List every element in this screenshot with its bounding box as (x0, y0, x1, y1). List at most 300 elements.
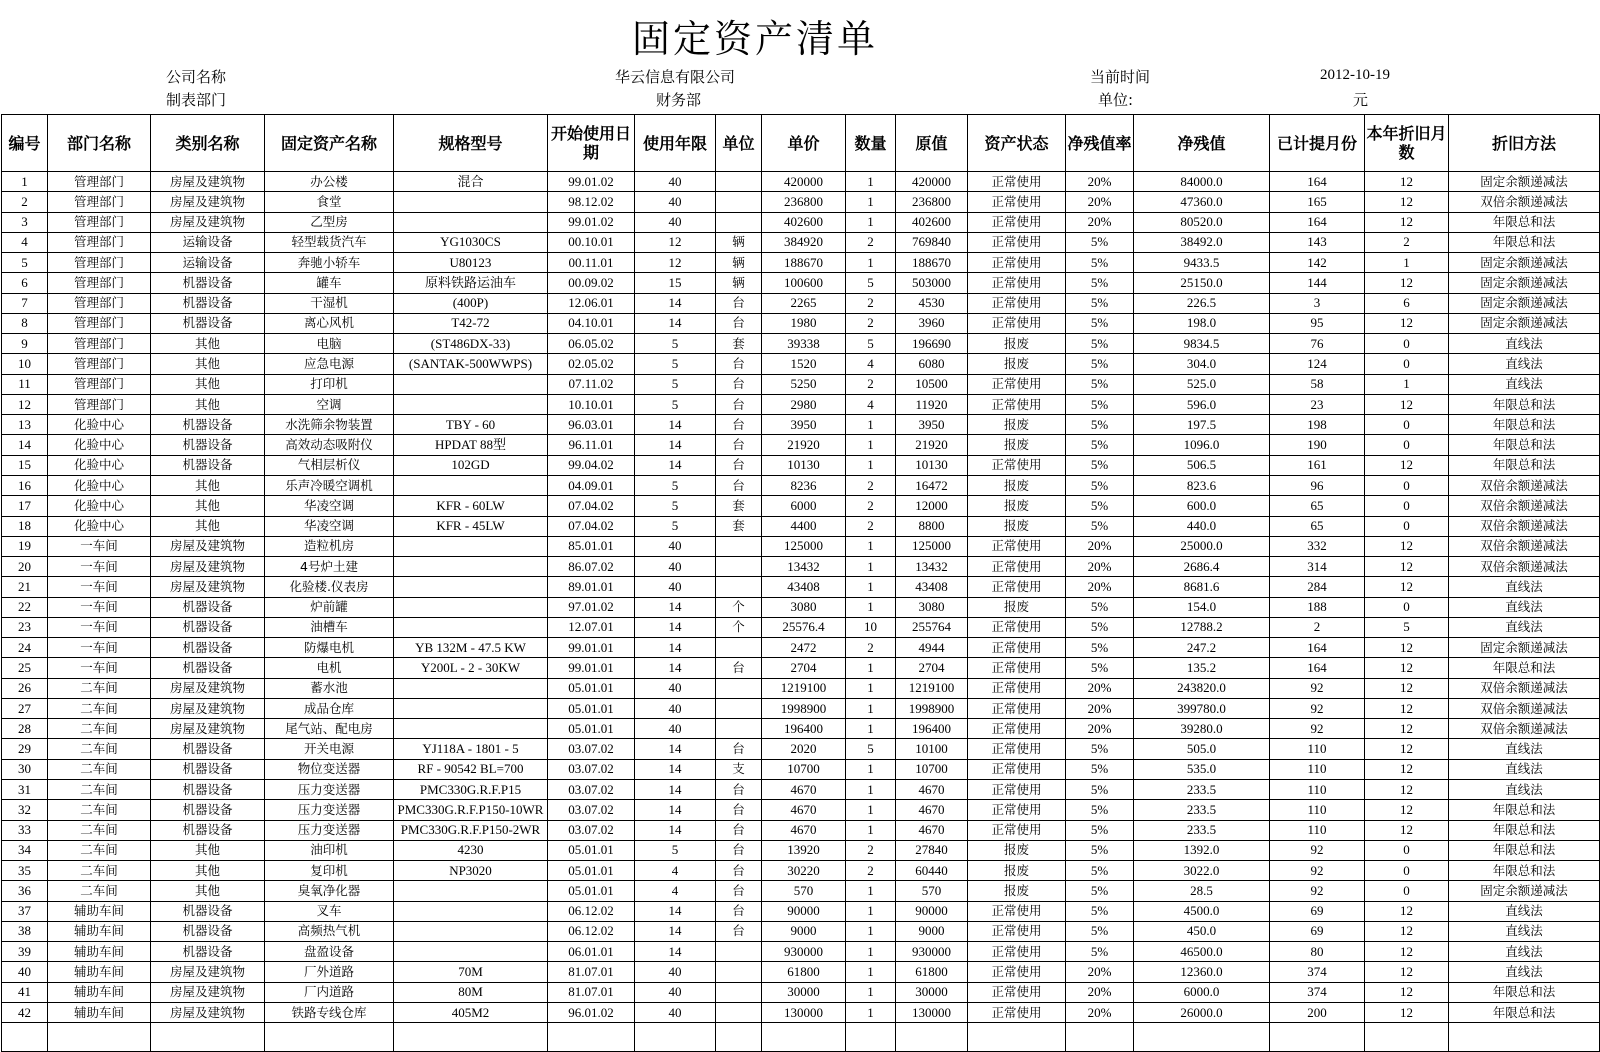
table-cell: 12 (1365, 658, 1449, 678)
table-cell: 台 (716, 293, 762, 313)
table-cell: 1 (846, 192, 896, 212)
table-cell: 报废 (968, 435, 1066, 455)
table-cell: 年限总和法 (1449, 800, 1600, 820)
table-cell: 其他 (151, 394, 265, 414)
table-cell: 化验中心 (48, 435, 151, 455)
table-cell: 233.5 (1134, 820, 1270, 840)
table-cell: 5% (1066, 800, 1134, 820)
table-cell: 86.07.02 (548, 557, 635, 577)
table-cell: 00.11.01 (548, 253, 635, 273)
table-cell: 12 (1365, 779, 1449, 799)
table-cell: 255764 (896, 617, 968, 637)
table-cell: YB 132M - 47.5 KW (394, 638, 548, 658)
table-cell: 2704 (762, 658, 846, 678)
table-cell: 0 (1365, 516, 1449, 536)
empty-cell (1270, 1023, 1365, 1052)
table-cell: 13 (2, 415, 48, 435)
table-cell: 运输设备 (151, 232, 265, 252)
table-cell: 40 (635, 962, 716, 982)
table-cell: 92 (1270, 678, 1365, 698)
table-cell: 台 (716, 901, 762, 921)
table-cell: 1 (846, 698, 896, 718)
table-cell (394, 881, 548, 901)
table-cell: 直线法 (1449, 334, 1600, 354)
column-header: 编号 (2, 115, 48, 172)
table-cell: 2 (1270, 617, 1365, 637)
table-cell: 5% (1066, 658, 1134, 678)
table-row (2, 212, 1600, 232)
table-cell: 正常使用 (968, 698, 1066, 718)
table-cell: 161 (1270, 455, 1365, 475)
date-label: 当前时间 (1090, 68, 1151, 86)
table-cell: 机器设备 (151, 800, 265, 820)
table-cell: 18 (2, 516, 48, 536)
table-cell: 管理部门 (48, 374, 151, 394)
table-cell: 厂内道路 (265, 982, 394, 1002)
table-cell: 14 (635, 759, 716, 779)
table-cell: 机器设备 (151, 597, 265, 617)
table-cell: 混合 (394, 172, 548, 192)
table-cell: 化验中心 (48, 516, 151, 536)
table-cell: 轻型载货汽车 (265, 232, 394, 252)
table-cell: 年限总和法 (1449, 394, 1600, 414)
table-cell: 27840 (896, 840, 968, 860)
table-cell: 其他 (151, 840, 265, 860)
table-cell: 12 (1365, 394, 1449, 414)
table-cell: 233.5 (1134, 800, 1270, 820)
table-cell: 台 (716, 354, 762, 374)
table-cell: 1520 (762, 354, 846, 374)
table-cell: 40 (635, 172, 716, 192)
table-cell: 6000 (762, 496, 846, 516)
table-cell: 27 (2, 698, 48, 718)
table-cell: YG1030CS (394, 232, 548, 252)
table-cell: 机器设备 (151, 901, 265, 921)
table-cell: 6000.0 (1134, 982, 1270, 1002)
table-cell: 92 (1270, 840, 1365, 860)
table-cell: 89.01.01 (548, 577, 635, 597)
table-cell: 188670 (896, 253, 968, 273)
table-cell: 420000 (762, 172, 846, 192)
table-cell: 05.01.01 (548, 861, 635, 881)
table-cell: 90000 (896, 901, 968, 921)
column-header: 净残值 (1134, 115, 1270, 172)
table-cell: 374 (1270, 962, 1365, 982)
table-cell: 5% (1066, 394, 1134, 414)
table-cell: 应急电源 (265, 354, 394, 374)
table-cell: 14 (635, 617, 716, 637)
table-cell: 102GD (394, 455, 548, 475)
table-cell: 电脑 (265, 334, 394, 354)
table-cell: 正常使用 (968, 820, 1066, 840)
table-cell: 2980 (762, 394, 846, 414)
table-cell: 1 (846, 597, 896, 617)
table-cell (716, 982, 762, 1002)
table-cell: 华凌空调 (265, 496, 394, 516)
table-cell: 机器设备 (151, 273, 265, 293)
table-cell: 5 (635, 516, 716, 536)
table-cell: 双倍余额递减法 (1449, 536, 1600, 556)
table-row (2, 698, 1600, 718)
table-cell: 4670 (762, 800, 846, 820)
table-cell: 17 (2, 496, 48, 516)
table-cell: 41 (2, 982, 48, 1002)
table-cell: 12 (1365, 962, 1449, 982)
table-cell: 台 (716, 455, 762, 475)
table-cell: 其他 (151, 475, 265, 495)
table-cell: 乐声冷暖空调机 (265, 475, 394, 495)
table-cell: 正常使用 (968, 192, 1066, 212)
table-cell: 5 (635, 374, 716, 394)
table-cell: PMC330G.R.F.P150-2WR (394, 820, 548, 840)
table-cell: 402600 (896, 212, 968, 232)
table-cell: 管理部门 (48, 334, 151, 354)
empty-cell (548, 1023, 635, 1052)
table-cell: 报废 (968, 496, 1066, 516)
table-cell (394, 921, 548, 941)
table-cell: 165 (1270, 192, 1365, 212)
table-cell: 5% (1066, 273, 1134, 293)
table-cell: 12.07.01 (548, 617, 635, 637)
table-cell: 化验中心 (48, 475, 151, 495)
table-row (2, 658, 1600, 678)
table-cell: 0 (1365, 840, 1449, 860)
table-row (2, 1002, 1600, 1022)
table-cell: 直线法 (1449, 759, 1600, 779)
table-cell: 12 (1365, 678, 1449, 698)
table-cell: 电机 (265, 658, 394, 678)
table-cell: 58 (1270, 374, 1365, 394)
table-cell: 130000 (762, 1002, 846, 1022)
table-cell: 管理部门 (48, 253, 151, 273)
table-cell: 37 (2, 901, 48, 921)
table-cell: 14 (635, 739, 716, 759)
table-cell: 报废 (968, 861, 1066, 881)
table-cell: 25000.0 (1134, 536, 1270, 556)
table-cell: 81.07.01 (548, 962, 635, 982)
empty-cell (1365, 1023, 1449, 1052)
table-cell: 84000.0 (1134, 172, 1270, 192)
table-cell: 二车间 (48, 739, 151, 759)
table-cell: 110 (1270, 739, 1365, 759)
table-cell: 1 (1365, 253, 1449, 273)
table-cell: 06.12.02 (548, 921, 635, 941)
table-cell: 4670 (896, 820, 968, 840)
table-cell: 00.10.01 (548, 232, 635, 252)
table-cell: 110 (1270, 820, 1365, 840)
table-cell: 奔驰小轿车 (265, 253, 394, 273)
table-cell: 炉前罐 (265, 597, 394, 617)
table-cell: 罐车 (265, 273, 394, 293)
table-row (2, 840, 1600, 860)
table-cell: 一车间 (48, 536, 151, 556)
table-cell: 20% (1066, 577, 1134, 597)
table-row (2, 962, 1600, 982)
table-cell: RF - 90542 BL=700 (394, 759, 548, 779)
table-cell: 正常使用 (968, 921, 1066, 941)
table-cell: 正常使用 (968, 982, 1066, 1002)
table-cell (394, 394, 548, 414)
table-row (2, 881, 1600, 901)
table-cell: 95 (1270, 313, 1365, 333)
table-cell: 辆 (716, 273, 762, 293)
empty-cell (1134, 1023, 1270, 1052)
table-cell: 14 (2, 435, 48, 455)
table-cell: 高效动态吸附仪 (265, 435, 394, 455)
table-cell: 台 (716, 779, 762, 799)
table-cell: 930000 (762, 942, 846, 962)
company-value: 华云信息有限公司 (615, 68, 736, 86)
table-cell: 196400 (762, 719, 846, 739)
table-cell: (SANTAK-500WWPS) (394, 354, 548, 374)
table-cell: 5% (1066, 232, 1134, 252)
table-cell: 管理部门 (48, 313, 151, 333)
table-cell (716, 719, 762, 739)
table-cell: 154.0 (1134, 597, 1270, 617)
table-cell: 23 (1270, 394, 1365, 414)
table-row (2, 800, 1600, 820)
table-cell: 47360.0 (1134, 192, 1270, 212)
table-cell: 4944 (896, 638, 968, 658)
table-cell: 1219100 (896, 678, 968, 698)
table-row (2, 475, 1600, 495)
table-cell: 405M2 (394, 1002, 548, 1022)
table-cell: 9000 (762, 921, 846, 941)
table-cell: 92 (1270, 719, 1365, 739)
empty-cell (151, 1023, 265, 1052)
table-cell: 双倍余额递减法 (1449, 475, 1600, 495)
table-cell (394, 475, 548, 495)
table-cell: 243820.0 (1134, 678, 1270, 698)
table-cell: 1 (846, 719, 896, 739)
table-cell: 65 (1270, 496, 1365, 516)
table-cell: 0 (1365, 597, 1449, 617)
table-cell: 2 (846, 475, 896, 495)
table-cell: 12 (1365, 739, 1449, 759)
table-cell: 一车间 (48, 597, 151, 617)
empty-cell (716, 1023, 762, 1052)
table-cell: 12 (1365, 982, 1449, 1002)
table-cell: 1 (846, 435, 896, 455)
table-cell: 80520.0 (1134, 212, 1270, 232)
table-cell: 12 (1365, 192, 1449, 212)
table-cell: 14 (635, 293, 716, 313)
table-cell: 12 (1365, 901, 1449, 921)
table-cell: 双倍余额递减法 (1449, 192, 1600, 212)
table-cell: 辅助车间 (48, 942, 151, 962)
table-cell: 40 (2, 962, 48, 982)
table-row (2, 617, 1600, 637)
table-cell: 叉车 (265, 901, 394, 921)
table-cell: 1 (846, 212, 896, 232)
table-cell: 12 (1365, 921, 1449, 941)
table-cell: 直线法 (1449, 374, 1600, 394)
table-cell: 8 (2, 313, 48, 333)
table-cell: 造粒机房 (265, 536, 394, 556)
table-cell: 开关电源 (265, 739, 394, 759)
table-cell: 直线法 (1449, 779, 1600, 799)
table-cell: 40 (635, 698, 716, 718)
table-cell: 2472 (762, 638, 846, 658)
table-cell: 125000 (896, 536, 968, 556)
table-cell: 12 (1365, 698, 1449, 718)
table-cell: 食堂 (265, 192, 394, 212)
table-cell: 年限总和法 (1449, 232, 1600, 252)
table-cell: 125000 (762, 536, 846, 556)
table-cell: 5 (846, 273, 896, 293)
table-cell: 一车间 (48, 658, 151, 678)
column-header: 单价 (762, 115, 846, 172)
table-cell: 台 (716, 658, 762, 678)
table-cell: 399780.0 (1134, 698, 1270, 718)
table-row (2, 354, 1600, 374)
table-cell: 03.07.02 (548, 739, 635, 759)
table-cell: 3950 (896, 415, 968, 435)
table-cell: 12000 (896, 496, 968, 516)
table-cell: 机器设备 (151, 658, 265, 678)
table-cell: 二车间 (48, 881, 151, 901)
table-cell: 16 (2, 475, 48, 495)
table-cell: 12 (1365, 577, 1449, 597)
table-cell: 正常使用 (968, 901, 1066, 921)
table-cell: 03.07.02 (548, 820, 635, 840)
table-cell: 2 (846, 861, 896, 881)
table-cell: 164 (1270, 172, 1365, 192)
table-body (2, 172, 1600, 1052)
table-cell (716, 192, 762, 212)
table-cell: 套 (716, 334, 762, 354)
table-cell: 房屋及建筑物 (151, 212, 265, 232)
table-cell: 100600 (762, 273, 846, 293)
date-value: 2012-10-19 (1320, 67, 1390, 83)
table-cell: 辅助车间 (48, 901, 151, 921)
table-cell: 4 (846, 354, 896, 374)
table-cell: 双倍余额递减法 (1449, 678, 1600, 698)
table-cell: 报废 (968, 475, 1066, 495)
table-cell: 尾气站、配电房 (265, 719, 394, 739)
table-cell: 直线法 (1449, 942, 1600, 962)
table-cell (394, 617, 548, 637)
table-cell: 96.03.01 (548, 415, 635, 435)
column-header: 单位 (716, 115, 762, 172)
table-cell: 管理部门 (48, 172, 151, 192)
table-row (2, 982, 1600, 1002)
table-cell: 20% (1066, 172, 1134, 192)
table-cell: 5250 (762, 374, 846, 394)
table-cell: 年限总和法 (1449, 1002, 1600, 1022)
table-cell: 304.0 (1134, 354, 1270, 374)
table-cell: 双倍余额递减法 (1449, 496, 1600, 516)
table-cell: 164 (1270, 212, 1365, 232)
table-cell: 26000.0 (1134, 1002, 1270, 1022)
table-cell (716, 1002, 762, 1022)
table-cell: 固定余额递减法 (1449, 172, 1600, 192)
table-cell: 12 (1365, 273, 1449, 293)
table-cell: 一车间 (48, 557, 151, 577)
table-cell: 36 (2, 881, 48, 901)
table-cell: 30 (2, 759, 48, 779)
table-cell: 43408 (762, 577, 846, 597)
table-cell: 9834.5 (1134, 334, 1270, 354)
table-cell: 20% (1066, 212, 1134, 232)
table-cell: 化验中心 (48, 415, 151, 435)
table-cell: 化验中心 (48, 455, 151, 475)
table-cell: 离心风机 (265, 313, 394, 333)
table-cell: 69 (1270, 901, 1365, 921)
column-header: 部门名称 (48, 115, 151, 172)
table-row (2, 192, 1600, 212)
header-row (2, 115, 1600, 172)
table-cell: 92 (1270, 881, 1365, 901)
table-cell: 报废 (968, 334, 1066, 354)
column-header: 本年折旧月数 (1365, 115, 1449, 172)
table-cell: 房屋及建筑物 (151, 557, 265, 577)
table-cell: 600.0 (1134, 496, 1270, 516)
table-row (2, 253, 1600, 273)
table-cell: 28 (2, 719, 48, 739)
table-cell: 机器设备 (151, 293, 265, 313)
table-cell: 2 (846, 293, 896, 313)
table-cell: 双倍余额递减法 (1449, 698, 1600, 718)
table-cell: 40 (635, 1002, 716, 1022)
table-cell: 12 (1365, 313, 1449, 333)
table-cell: 直线法 (1449, 597, 1600, 617)
table-cell: 196690 (896, 334, 968, 354)
table-cell: KFR - 60LW (394, 496, 548, 516)
table-cell: 1 (846, 455, 896, 475)
table-cell: 化验楼.仪表房 (265, 577, 394, 597)
table-cell: 1 (846, 962, 896, 982)
table-cell: 1 (846, 982, 896, 1002)
table-cell: 8681.6 (1134, 577, 1270, 597)
table-cell: YJ118A - 1801 - 5 (394, 739, 548, 759)
table-row (2, 172, 1600, 192)
table-cell: 报废 (968, 415, 1066, 435)
table-cell: 0 (1365, 415, 1449, 435)
table-cell: 固定余额递减法 (1449, 638, 1600, 658)
table-cell: 干湿机 (265, 293, 394, 313)
table-cell: 机器设备 (151, 415, 265, 435)
table-cell: 0 (1365, 881, 1449, 901)
table-cell: 13432 (762, 557, 846, 577)
table-cell: 14 (635, 901, 716, 921)
table-cell: 固定余额递减法 (1449, 881, 1600, 901)
table-cell: 10130 (896, 455, 968, 475)
table-cell: 13920 (762, 840, 846, 860)
table-cell: 5 (635, 394, 716, 414)
table-cell: 乙型房 (265, 212, 394, 232)
table-cell: 11920 (896, 394, 968, 414)
table-cell (716, 678, 762, 698)
table-cell: 原料铁路运油车 (394, 273, 548, 293)
table-cell: 其他 (151, 881, 265, 901)
table-cell: 42 (2, 1002, 48, 1022)
table-cell (716, 638, 762, 658)
table-cell: 1 (846, 577, 896, 597)
table-cell: 14 (635, 313, 716, 333)
table-cell: 25576.4 (762, 617, 846, 637)
table-cell: 03.07.02 (548, 759, 635, 779)
table-cell: 气相层析仪 (265, 455, 394, 475)
table-cell: 台 (716, 394, 762, 414)
table-cell: 12 (1365, 719, 1449, 739)
table-cell (716, 212, 762, 232)
table-cell: 97.01.02 (548, 597, 635, 617)
table-cell: 4670 (896, 779, 968, 799)
table-cell: 06.12.02 (548, 901, 635, 921)
table-cell: 314 (1270, 557, 1365, 577)
table-cell: 3 (2, 212, 48, 232)
